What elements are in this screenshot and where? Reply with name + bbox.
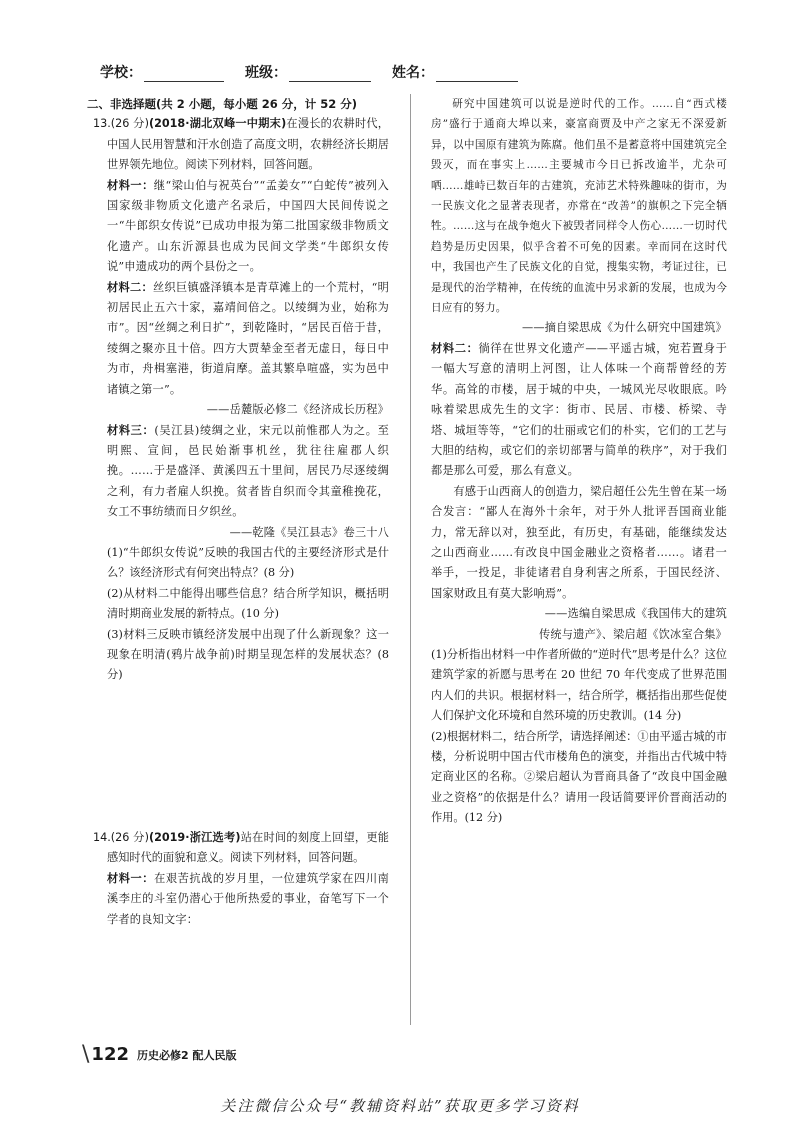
q14-subquestion-2: (2)根据材料二，结合所学，请选择阐述：①由平遥古城的市楼，分析说明中国古代市楼角色的演变，并指出古代城中特定商业区的名称。②梁启超认为晋商具备了“改良中国金融业之资格”的依据是什么？请用一段话简要评价晋商活动的作用。(12 分) [431,729,727,825]
q14-intro-paragraph [93,828,389,869]
school-label: 学校： [100,65,142,81]
q14-material-1 [93,869,389,930]
q14-m2-paragraph-2: 有感于山西商人的创造力，梁启超任公先生曾在某一场合发言：“鄙人在海外十余年，对于外人批评吾国商业能力，常无辞以对，独至此，有历史，有基础，能继续发达之山西商业……有改良中国金融业之资格者……。诸君一举手，一投足，非徒诸君自身利害之所系，于国民经济、国家财政且有莫大影响焉”。 [431,484,727,600]
page-number-slash-icon: \ [82,1042,90,1067]
q13-m3-text: (吴江县)绫绸之业，宋元以前惟郡人为之。至明熙、宣间，邑民始渐事机丝，犹往往雇郡人织挽。……于是盛泽、黄溪四五十里间，居民乃尽逐绫绸之利，有力者雇人织挽。贫者皆自织而令其童稚挽花，女工不事纺绩而日夕织丝。 [107,423,389,519]
q13-number: 13.(26 分) [93,117,149,131]
question-14 [93,828,389,930]
q13-subquestion-3: (3)材料三反映市镇经济发展中出现了什么新现象？这一现象在明清(鸦片战争前)时期呈现怎样的发展状态？(8 分) [107,627,389,682]
q13-intro-paragraph [93,114,389,175]
page-number: 122 [91,1044,129,1065]
q13-m2-label: 材料二： [107,280,154,294]
q13-intro: 在漫长的农耕时代，中国人民用智慧和汗水创造了高度文明，农耕经济长期居世界领先地位。阅读下列材料，回答问题。 [107,117,389,172]
book-label: 历史必修2 配人民版 [137,1048,237,1062]
q13-m1-text: 继“梁山伯与祝英台”“孟姜女”“白蛇传”被列入国家级非物质文化遗产名录后，中国四大民间传说之一“牛郎织女传说”已成功申报为第二批国家级非物质文化遗产。山东沂源县也成为民间文学类“牛郎织女传说”申遗成功的两个县份之一。 [107,178,389,274]
q13-material-3 [93,421,389,523]
promo-banner: 关注微信公众号“教辅资料站”获取更多学习资料 [220,1097,580,1115]
q13-m1-label: 材料一： [107,178,154,192]
q14-m2-label: 材料二： [431,341,479,355]
q13-subquestion-1: (1)“牛郎织女传说”反映的我国古代的主要经济形式是什么？该经济形式有何突出特点？(8 分) [107,545,389,580]
q13-subquestion-2: (2)从材料二中能得出哪些信息？结合所学知识，概括明清时期商业发展的新特点。(10 分) [107,586,389,621]
section-title: 二、非选择题(共 2 小题，每小题 26 分，计 52 分) [87,97,358,111]
school-blank[interactable] [144,65,224,82]
left-column [87,94,389,686]
q14-m1-quote: 研究中国建筑可以说是逆时代的工作。……自“西式楼房”盛行于通商大埠以来，豪富商贾及中产之家无不深爱新异，以中国原有建筑为陈腐。他们虽不是蓄意将中国建筑完全毁灭，而在事实上……主要城市今日已拆改逾半，尤杂可哂……雄峙已数百年的古建筑，充沛艺术特殊趣味的街市，为一民族文化之显著表现者，亦常在“改善”的旗帜之下完全牺牲。……这与在战争炮火下被毁者同样令人伤心……一切时代趋势是历史因果，似乎含着不可免的因素。幸而同在这时代中，我国也产生了民族文化的自觉，搜集实物，考证过往，已是现代的治学精神，在传统的血流中另求新的发展，也成为今日应有的努力。 [431,98,727,315]
q14-intro: 站在时间的刻度上回望，更能感知时代的面貌和意义。阅读下列材料，回答问题。 [107,831,389,865]
q14-subquestion-1: (1)分析指出材料一中作者所做的“逆时代”思考是什么？这位建筑学家的祈愿与思考在 20 世纪 70 年代变成了世界范围内人们的共识。根据材料一，结合所学，概括指出那些促使人们保护文化环境和自然环境的历史教训。(14 分) [431,647,727,723]
q13-m2-source: ——岳麓版必修二《经济成长历程》 [206,403,389,417]
name-label: 姓名： [392,65,434,81]
q13-material-2 [93,278,389,400]
q13-m3-source: ——乾隆《吴江县志》卷三十八 [229,525,389,539]
q14-m1-label: 材料一： [107,871,155,885]
q14-m2-source-line1: ——选编自梁思成《我国伟大的建筑 [544,607,727,621]
name-field [392,62,518,82]
q14-m2-text: 徜徉在世界文化遗产——平遥古城，宛若置身于一幅大写意的清明上河图，让人体味一个商帮曾经的芳华。高耸的市楼，居于城的中央，一城风光尽收眼底。吟咏着梁思成先生的文字：街市、民居、市楼、桥梁、寺塔、城垣等等，“它们的壮丽或它们的朴实，它们的工艺与大胆的结构，或它们的亲切部署与简单的秩序”，对于我们都是那么可爱，那么有意义。 [431,341,727,478]
q13-material-1 [93,176,389,278]
school-field [100,62,224,82]
q13-source: (2018·湖北双峰一中期末) [148,117,287,131]
question-13 [93,114,389,685]
q14-number: 14.(26 分) [93,831,149,844]
class-label: 班级： [245,65,287,81]
class-field [245,62,371,82]
class-blank[interactable] [289,65,371,82]
q13-m3-label: 材料三： [107,423,155,437]
q14-m2-source-line2: 传统与遗产》、梁启超《饮冰室合集》 [539,627,727,641]
q14-m1-text: 在艰苦抗战的岁月里，一位建筑学家在四川南溪李庄的斗室仍潜心于他所热爱的事业，奋笔写下一个学者的良知文字： [107,871,389,926]
student-info-header [70,62,730,86]
q14-source: (2019·浙江选考) [148,831,241,844]
q14-m1-source: ——摘自梁思成《为什么研究中国建筑》 [522,321,727,335]
q13-m2-text: 丝织巨镇盛泽镇本是青草滩上的一个荒村，“明初居民止五六十家，嘉靖间倍之。以绫绸为业，始称为市”。因“丝绸之利日扩”，到乾隆时，“居民百倍于昔，绫绸之聚亦且十倍。四方大贾辇金至者无虚日，每日中为市，舟楫塞港，街道肩摩。盖其繁阜喧盛，实为邑中诸镇之第一”。 [107,280,389,396]
column-divider [410,94,411,1025]
right-column [431,94,727,829]
name-blank[interactable] [436,65,518,82]
q14-material-2 [431,339,727,482]
page-footer [82,1042,236,1067]
